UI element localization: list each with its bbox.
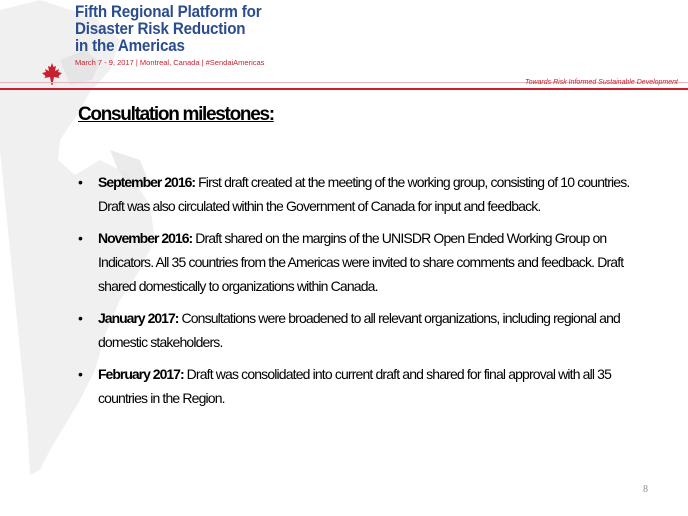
milestone-item [78,170,658,218]
event-subline: March 7 - 9, 2017 | Montreal, Canada | #SendaiAmericas [75,58,265,67]
milestone-text: First draft created at the meeting of the working group, consisting of 10 countries. Draft was also circulated within the Government of Canada for input and feedback. [98,174,630,214]
milestones-list [78,170,658,418]
event-title-line-2: Disaster Risk Reduction [75,20,246,38]
milestone-text: Draft shared on the margins of the UNISDR Open Ended Working Group on Indicators. All 35 countries from the Americas were invited to share comments and feedback. Draft shared domestically to organizations within Canada. [98,230,624,294]
bullet-icon: • [78,310,83,326]
page-number: 8 [643,484,648,495]
event-header [0,0,688,90]
milestone-date: September 2016: [98,174,196,190]
tagline: Towards Risk Informed Sustainable Development [524,79,678,86]
milestone-item [78,226,658,298]
milestone-text: Draft was consolidated into current draft and shared for final approval with all 35 countries in the Region. [98,366,612,406]
event-title-block [75,4,278,67]
event-title-line-1: Fifth Regional Platform for [75,3,262,21]
bullet-icon: • [78,174,83,190]
milestone-item [78,362,658,410]
header-divider [0,88,688,90]
milestone-date: November 2016: [98,230,193,246]
bullet-icon: • [78,230,83,246]
event-title-line-3: in the Americas [75,37,185,55]
milestone-text: Consultations were broadened to all relevant organizations, including regional and domestic stakeholders. [98,310,620,350]
milestone-date: February 2017: [98,366,184,382]
milestone-item [78,306,658,354]
milestone-date: January 2017: [98,310,179,326]
slide-heading: Consultation milestones: [78,104,274,125]
bullet-icon: • [78,366,83,382]
